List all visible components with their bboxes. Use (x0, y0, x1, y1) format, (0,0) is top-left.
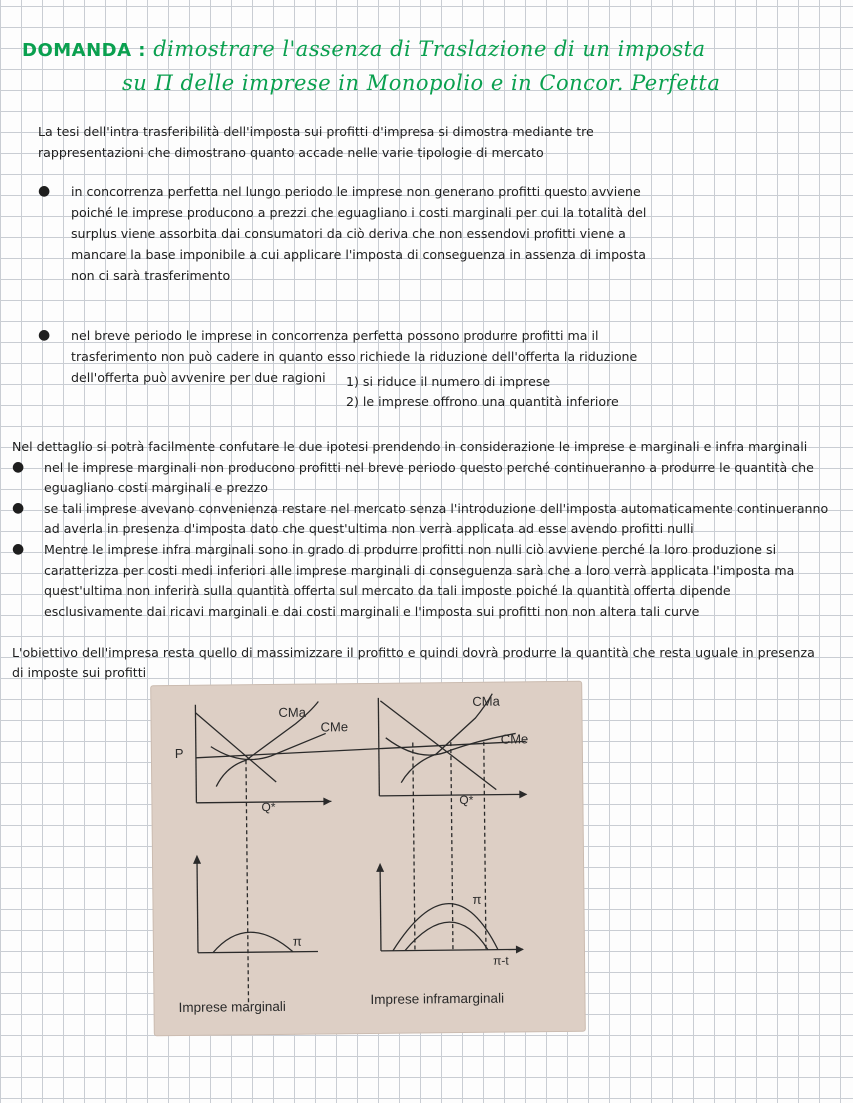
left-qstar-label: Q* (261, 799, 276, 815)
left-profit-curve (213, 932, 293, 953)
right-top-y-axis (378, 698, 379, 796)
arrow-right-icon (519, 790, 527, 798)
left-qstar-dashed (246, 760, 249, 1002)
right-pi-t-label: π-t (493, 953, 509, 968)
bullet1-line: non ci sarà trasferimento (71, 268, 231, 283)
detail-b2-line: ad averla in presenza d'imposta dato che quest'ultima non verrà applicata ad esse avendo profitti nulli (44, 521, 694, 536)
left-bottom-x-axis (198, 952, 318, 953)
left-bottom-y-axis (197, 860, 198, 953)
right-top-panel (378, 693, 530, 951)
left-caption: Imprese marginali (178, 998, 286, 1015)
detail-b2-line: se tali imprese avevano convenienza restare nel mercato senza l'introduzione dell'imposta automaticamente continueranno (44, 501, 829, 516)
question-title-line1 (22, 37, 706, 61)
right-dashed-3 (484, 742, 486, 950)
right-profit-curve (392, 903, 497, 951)
left-cma-label: CMa (278, 704, 306, 720)
question-text-1: dimostrare l'assenza di Traslazione di un imposta (153, 37, 706, 61)
right-dashed-2 (451, 742, 453, 950)
right-dashed-1 (413, 743, 415, 951)
right-bottom-panel (369, 861, 524, 1007)
intro-line-2: rappresentazioni che dimostrano quanto accade nelle varie tipologie di mercato (38, 145, 544, 160)
question-label: DOMANDA : (22, 40, 146, 61)
bullet1-line: mancare la base imponibile a cui applicare l'imposta di conseguenza in assenza di imposta (71, 247, 646, 262)
arrow-up-icon (376, 863, 384, 872)
right-pi-label: π (472, 891, 482, 907)
arrow-up-icon (193, 855, 201, 864)
right-bottom-x-axis (381, 949, 523, 950)
conclusion-line: di imposte sui profitti (12, 665, 147, 680)
reason-2: 2) le imprese offrono una quantità inferiore (346, 394, 619, 409)
right-cme-label: CMe (500, 731, 529, 747)
bullet2-line: dell'offerta può avvenire per due ragioni (71, 370, 326, 385)
bullet1-line: surplus viene assorbita dai consumatori da ciò deriva che non essendovi profitti viene a (71, 226, 626, 241)
question-title-line2: su Π delle imprese in Monopolio e in Concor. Perfetta (122, 71, 721, 95)
arrow-right-icon (323, 797, 331, 805)
detail-b1-line: eguagliano costi marginali e prezzo (44, 480, 268, 495)
bullet1-line: in concorrenza perfetta nel lungo periodo le imprese non generano profitti questo avviene (71, 184, 641, 199)
left-pi-label: π (292, 933, 302, 949)
bullet2-line: nel breve periodo le imprese in concorrenza perfetta possono produrre profitti ma il (71, 328, 599, 343)
right-caption: Imprese inframarginali (370, 990, 505, 1007)
left-bottom-panel (177, 854, 319, 1015)
bullet1-line: poiché le imprese producono a prezzi che eguagliano i costi marginali per cui la totalità del (71, 205, 647, 220)
right-bottom-y-axis (380, 868, 381, 951)
detail-b1-line: nel le imprese marginali non producono profitti nel breve periodo questo perché continueranno a produrre le quantità che (44, 460, 814, 475)
detail-b3-line: quest'ultima non inferirà sulla quantità offerta sul mercato da tali imposte poiché la quantità offerta dipende (44, 583, 731, 598)
reason-1: 1) si riduce il numero di imprese (346, 374, 551, 389)
bullet-icon: ● (12, 500, 25, 516)
detail-b3-line: esclusivamente dai ricavi marginali e dai costi marginali e l'imposta sui profitti non non altera tali curve (44, 604, 700, 619)
bullet-icon: ● (12, 541, 25, 557)
right-top-x-axis (379, 794, 526, 796)
right-qstar-label: Q* (459, 792, 474, 808)
diagram-photo (150, 681, 586, 1037)
left-cme-label: CMe (320, 719, 349, 735)
arrow-right-icon (516, 945, 524, 953)
right-cma-label: CMa (472, 693, 500, 709)
price-label: P (174, 745, 184, 762)
detail-b3-line: Mentre le imprese infra marginali sono in grado di produrre profitti non nulli ciò avviene perché la loro produzione si (44, 542, 777, 557)
detail-b3-line: caratterizza per costi medi inferiori alle imprese marginali di conseguenza sarà che a loro verrà applicata l'imposta ma (44, 563, 795, 578)
conclusion-line: L'obiettivo dell'impresa resta quello di massimizzare il profitto e quindi dovrà produrre la quantità che resta uguale in presenza (12, 645, 815, 660)
intro-line-1: La tesi dell'intra trasferibilità dell'imposta sui profitti d'impresa si dimostra mediante tre (38, 124, 594, 139)
detail-intro: Nel dettaglio si potrà facilmente confutare le due ipotesi prendendo in considerazione le imprese e marginali e infra marginali (12, 439, 808, 454)
cost-curves-diagram (150, 681, 586, 1037)
left-top-y-axis (195, 705, 196, 803)
bullet-icon: ● (12, 459, 25, 475)
left-cme-curve (211, 733, 326, 760)
bullet2-line: trasferimento non può cadere in quanto esso richiede la riduzione dell'offerta la riduzione (71, 349, 638, 364)
left-top-panel (174, 699, 528, 1003)
bullet-icon: ● (38, 327, 51, 343)
bullet-icon: ● (38, 183, 51, 199)
right-profit-after-tax-curve (405, 922, 488, 951)
